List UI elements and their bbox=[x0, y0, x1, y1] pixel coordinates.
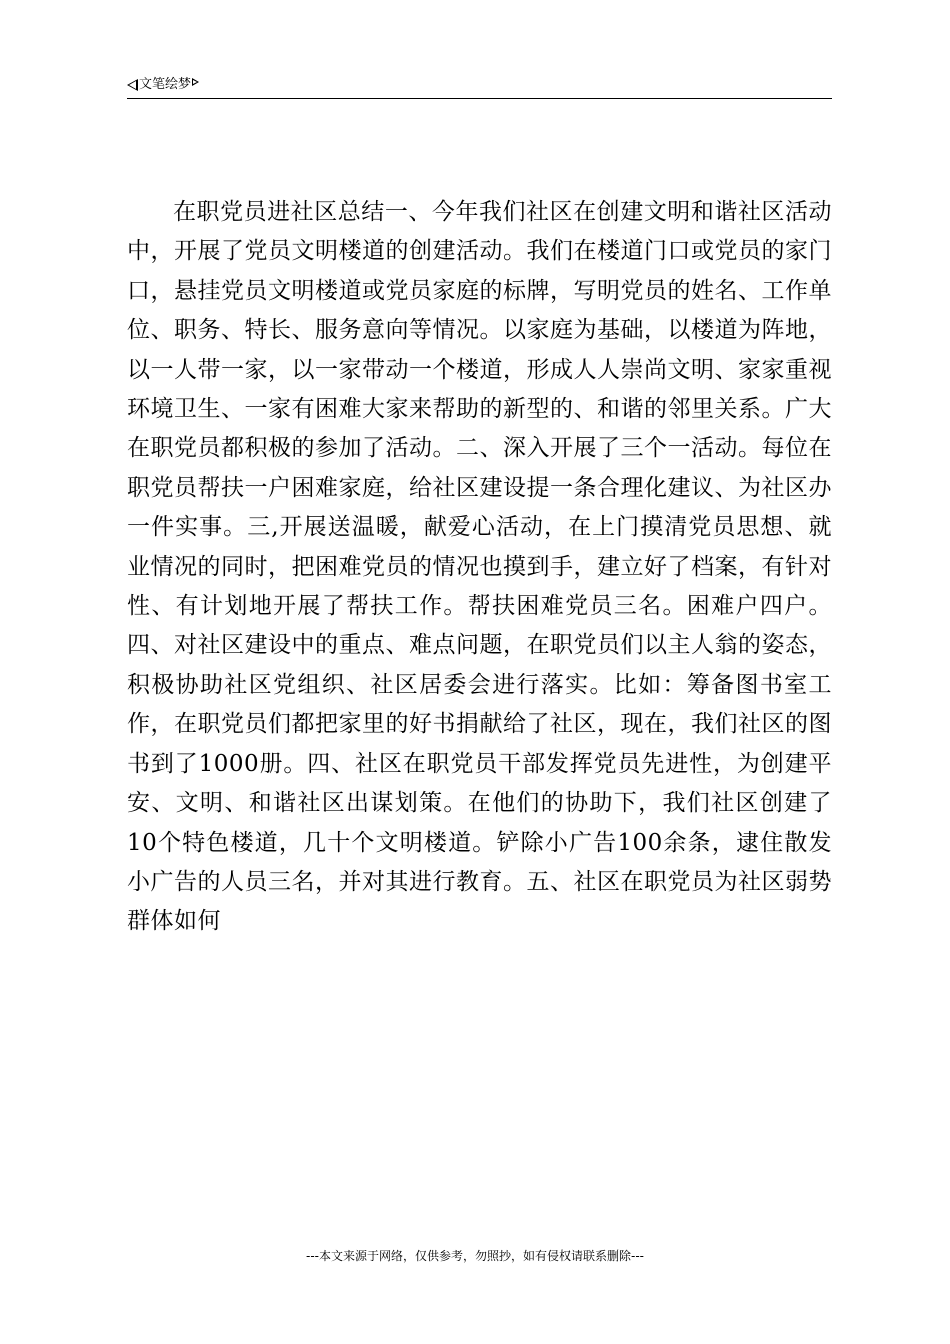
triangle-left-icon bbox=[127, 79, 138, 91]
page-header bbox=[127, 74, 832, 99]
header-brand-text: 文笔绘梦 bbox=[139, 77, 192, 92]
header-brand bbox=[127, 77, 199, 93]
body-paragraph: 在职党员进社区总结一、今年我们社区在创建文明和谐社区活动中，开展了党员文明楼道的创建活动。我们在楼道门口或党员的家门口，悬挂党员文明楼道或党员家庭的标牌，写明党员的姓名、工作单位、职务、特长、服务意向等情况。以家庭为基础，以楼道为阵地，以一人带一家，以一家带动一个楼道，形成人人崇尚文明、家家重视环境卫生、一家有困难大家来帮助的新型的、和谐的邻里关系。广大在职党员都积极的参加了活动。二、深入开展了三个一活动。每位在职党员帮扶一户困难家庭，给社区建设提一条合理化建议、为社区办一件实事。三,开展送温暖，献爱心活动，在上门摸清党员思想、就业情况的同时，把困难党员的情况也摸到手，建立好了档案，有针对性、有计划地开展了帮扶工作。帮扶困难党员三名。困难户四户。四、对社区建设中的重点、难点问题，在职党员们以主人翁的姿态，积极协助社区党组织、社区居委会进行落实。比如：筹备图书室工作，在职党员们都把家里的好书捐献给了社区，现在，我们社区的图书到了1000册。四、社区在职党员干部发挥党员先进性，为创建平安、文明、和谐社区出谋划策。在他们的协助下，我们社区创建了10个特色楼道，几十个文明楼道。铲除小广告100余条，逮住散发小广告的人员三名，并对其进行教育。五、社区在职党员为社区弱势群体如何 bbox=[127, 199, 832, 935]
page-footer: ---本文来源于网络，仅供参考，勿照抄，如有侵权请联系删除--- bbox=[306, 1249, 644, 1263]
triangle-right-icon bbox=[192, 78, 199, 86]
